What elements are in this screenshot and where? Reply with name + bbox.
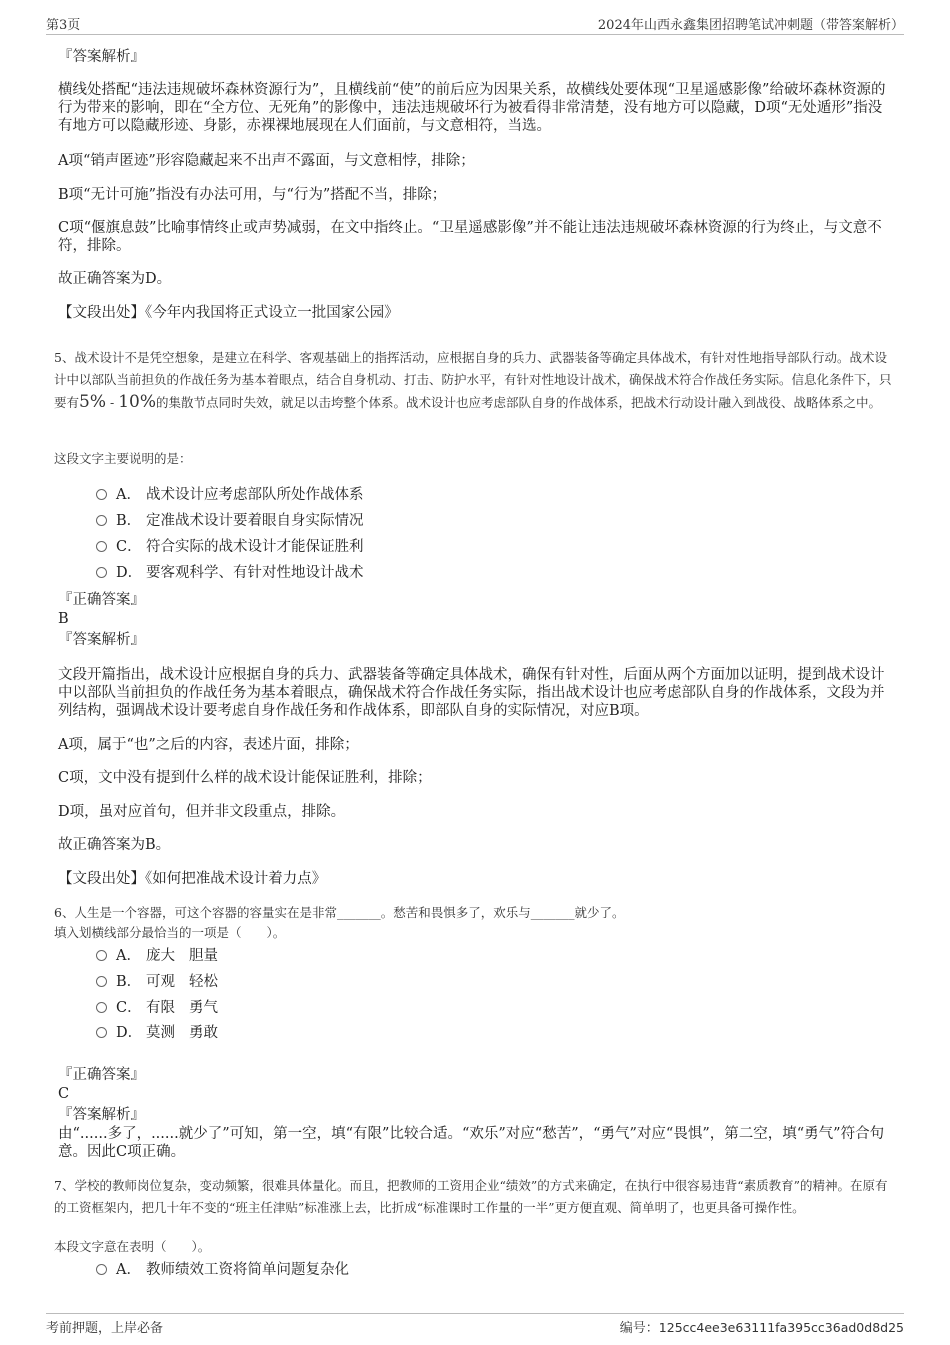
- q5-option-b[interactable]: B． 定准战术设计要着眼自身实际情况: [96, 512, 364, 530]
- q6-stem: 6、人生是一个容器，可这个容器的容量实在是非常_______。愁苦和畏惧多了，欢乐与_______就少了。: [54, 905, 625, 920]
- q6-option-c[interactable]: C． 有限 勇气: [96, 999, 218, 1017]
- q5-option-c[interactable]: C． 符合实际的战术设计才能保证胜利: [96, 538, 364, 556]
- q5-math-separator: -: [109, 395, 115, 410]
- q5-answer-heading: 『正确答案』: [58, 592, 145, 608]
- q5-stem: [54, 347, 894, 414]
- q5-option-a-analysis: A项，属于“也”之后的内容，表述片面，排除；: [58, 737, 359, 753]
- q4-option-a-analysis: A项“销声匿迹”形容隐藏起来不出声不露面，与文意相悖，排除；: [58, 153, 475, 169]
- radio-icon[interactable]: [96, 1002, 107, 1013]
- q4-option-b-analysis: B项“无计可施”指没有办法可用，与“行为”搭配不当，排除；: [58, 187, 447, 203]
- page-number: 第3页: [46, 18, 81, 33]
- radio-icon[interactable]: [96, 489, 107, 500]
- q4-option-c-analysis: C项“偃旗息鼓”比喻事情终止或声势减弱，在文中指终止。“卫星遥感影像”并不能让违法违规破坏森林资源的行为终止，与文意不符，排除。: [58, 220, 882, 254]
- radio-icon[interactable]: [96, 567, 107, 578]
- document-code-value: 125cc4ee3e63111fa395cc36ad0d8d25: [658, 1320, 904, 1335]
- q4-analysis-paragraph: 横线处搭配“违法违规破坏森林资源行为”，且横线前“使”的前后应为因果关系，故横线处要体现“卫星遥感影像”给破坏森林资源的行为带来的影响，即在“全方位、无死角”的影像中，违法违规破坏行为被看得非常清楚，没有地方可以隐藏，D项“无处遁形”指没有地方可以隐藏形迹、身影，赤裸裸地展现在人们面前，与文意相符，当选。: [58, 82, 886, 134]
- q4-conclusion: 故正确答案为D。: [58, 271, 172, 287]
- q6-answer: C: [58, 1086, 70, 1102]
- q4-analysis-heading: 『答案解析』: [58, 49, 145, 65]
- q6-answer-heading: 『正确答案』: [58, 1067, 145, 1083]
- q5-math-high: 10%: [118, 392, 156, 412]
- q5-stem-part1: 5、战术设计不是凭空想象，是建立在科学、客观基础上的指挥活动，应根据自身的兵力、武器装备等确定具体战术，有针对性地指导部队行动。战术设计中以部队当前担负的作战任务为基本着眼点，结合自身机动、打击、防护水平，有针对性地设计战术，确保战术符合作战任务实际。信息化条件下，只要有: [54, 350, 892, 410]
- q7-question: 本段文字意在表明（ ）。: [54, 1239, 211, 1254]
- q5-option-c-analysis: C项，文中没有提到什么样的战术设计能保证胜利，排除；: [58, 770, 432, 786]
- q5-analysis-paragraph: 文段开篇指出，战术设计应根据自身的兵力、武器装备等确定具体战术，确保有针对性，后面从两个方面加以证明，提到战术设计中以部队当前担负的作战任务为基本着眼点，确保战术符合作战任务实际，指出战术设计也应考虑部队自身的作战体系，文段为并列结构，强调战术设计要考虑自身作战任务和作战体系，即部队自身的实际情况，对应B项。: [58, 667, 885, 719]
- footer-slogan: 考前押题，上岸必备: [46, 1321, 164, 1336]
- radio-icon[interactable]: [96, 950, 107, 961]
- radio-icon[interactable]: [96, 976, 107, 987]
- q5-stem-part2: 的集散节点同时失效，就足以击垮整个体系。战术设计也应考虑部队自身的作战体系，把战术行动设计融入到战役、战略体系之中。: [156, 395, 882, 410]
- radio-icon[interactable]: [96, 1264, 107, 1275]
- q7-option-a[interactable]: A． 教师绩效工资将简单问题复杂化: [96, 1261, 349, 1279]
- q6-analysis-heading: 『答案解析』: [58, 1107, 145, 1123]
- q5-conclusion: 故正确答案为B。: [58, 837, 171, 853]
- q5-math-low: 5%: [79, 392, 106, 412]
- document-code-label: 编号：: [619, 1321, 659, 1336]
- q4-source: 【文段出处】《今年内我国将正式设立一批国家公园》: [58, 305, 399, 321]
- q5-analysis-heading: 『答案解析』: [58, 632, 145, 648]
- q6-option-d[interactable]: D． 莫测 勇敢: [96, 1024, 218, 1042]
- q6-option-a[interactable]: A． 庞大 胆量: [96, 947, 218, 965]
- q6-question: 填入划横线部分最恰当的一项是（ ）。: [54, 925, 286, 940]
- q5-question: 这段文字主要说明的是：: [54, 451, 192, 466]
- radio-icon[interactable]: [96, 541, 107, 552]
- q5-answer: B: [58, 611, 69, 627]
- q7-stem: 7、学校的教师岗位复杂，变动频繁，很难具体量化。而且，把教师的工资用企业“绩效”的方式来确定，在执行中很容易违背“素质教育”的精神。在原有的工资框架内，把几十年不变的“班主任津贴”标准涨上去，比折成“标准课时工作量的一半”更方便直观、简单明了，也更具备可操作性。: [54, 1178, 888, 1215]
- q5-option-d[interactable]: D． 要客观科学、有针对性地设计战术: [96, 564, 364, 582]
- q5-option-a[interactable]: A． 战术设计应考虑部队所处作战体系: [96, 486, 364, 504]
- q5-option-d-analysis: D项，虽对应首句，但并非文段重点，排除。: [58, 804, 346, 820]
- document-code: [620, 1317, 904, 1336]
- page-header: [46, 14, 904, 35]
- radio-icon[interactable]: [96, 1027, 107, 1038]
- q6-option-b[interactable]: B． 可观 轻松: [96, 973, 218, 991]
- page-footer: [46, 1313, 904, 1336]
- q6-analysis-paragraph: 由“......多了，......就少了”可知，第一空，填“有限”比较合适。“欢乐”对应“愁苦”，“勇气”对应“畏惧”，第二空，填“勇气”符合句意。因此C项正确。: [58, 1126, 885, 1160]
- q5-source: 【文段出处】《如何把准战术设计着力点》: [58, 871, 327, 887]
- document-title: 2024年山西永鑫集团招聘笔试冲刺题（带答案解析）: [597, 18, 904, 33]
- radio-icon[interactable]: [96, 515, 107, 526]
